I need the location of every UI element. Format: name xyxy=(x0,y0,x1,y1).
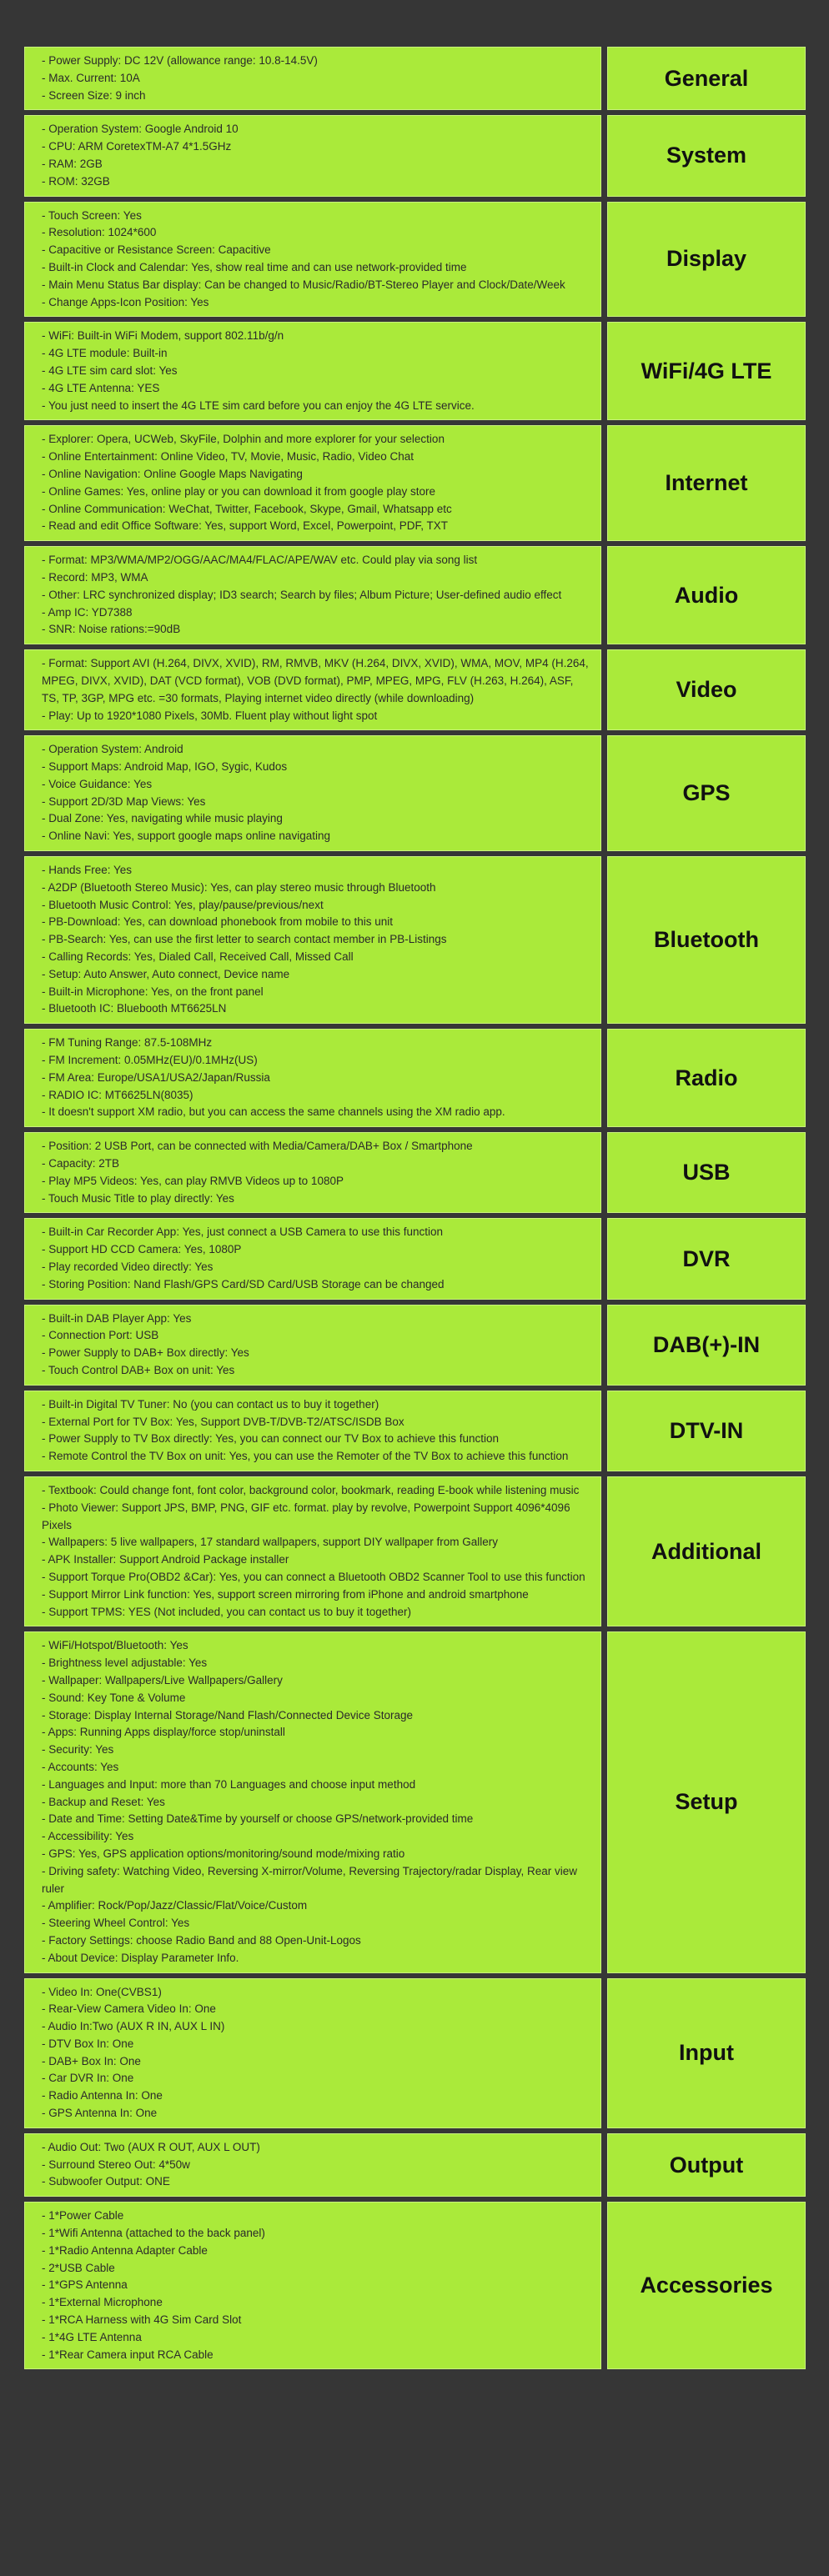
spec-category-label: USB xyxy=(607,1132,806,1213)
spec-section-wifi-4g-lte xyxy=(24,322,806,420)
spec-line: - Read and edit Office Software: Yes, support Word, Excel, Powerpoint, PDF, TXT xyxy=(42,519,448,533)
spec-line: - Languages and Input: more than 70 Languages and choose input method xyxy=(42,1777,416,1791)
spec-line: - Calling Records: Yes, Dialed Call, Received Call, Missed Call xyxy=(42,950,354,964)
spec-line: - 1*Wifi Antenna (attached to the back panel) xyxy=(42,2227,265,2240)
spec-line: - Online Navigation: Online Google Maps Navigating xyxy=(42,467,303,480)
spec-section-additional xyxy=(24,1476,806,1626)
spec-line: - Apps: Running Apps display/force stop/uninstall xyxy=(42,1726,285,1739)
spec-line: - Driving safety: Watching Video, Reversing X-mirror/Volume, Reversing Trajectory/radar Display, Rear view ruler xyxy=(42,1864,577,1895)
spec-section-gps xyxy=(24,735,806,851)
spec-line: - Remote Control the TV Box on unit: Yes, you can use the Remoter of the TV Box to achieve this function xyxy=(42,1450,569,1463)
spec-line: - Built-in Clock and Calendar: Yes, show real time and can use network-provided time xyxy=(42,260,467,273)
spec-section-usb xyxy=(24,1132,806,1213)
spec-details xyxy=(24,1631,601,1972)
spec-category-label: Display xyxy=(607,202,806,318)
spec-line: - Operation System: Google Android 10 xyxy=(42,123,239,136)
spec-section-general xyxy=(24,47,806,110)
spec-line: - Bluetooth Music Control: Yes, play/pause/previous/next xyxy=(42,898,324,911)
spec-category-label: DVR xyxy=(607,1218,806,1299)
spec-category-label: DAB(+)-IN xyxy=(607,1305,806,1386)
spec-section-input xyxy=(24,1978,806,2128)
spec-line: - External Port for TV Box: Yes, Support DVB-T/DVB-T2/ATSC/ISDB Box xyxy=(42,1415,404,1428)
spec-line: - 1*Radio Antenna Adapter Cable xyxy=(42,2243,208,2257)
spec-line: - Date and Time: Setting Date&Time by yourself or choose GPS/network-provided time xyxy=(42,1812,474,1826)
spec-line: - Main Menu Status Bar display: Can be changed to Music/Radio/BT-Stereo Player and Clock/Date/Week xyxy=(42,278,565,291)
spec-line: - 1*Rear Camera input RCA Cable xyxy=(42,2348,214,2361)
spec-line: - Format: Support AVI (H.264, DIVX, XVID), RM, RMVB, MKV (H.264, DIVX, XVID), WMA, MOV, MP4 (H.264, MPEG, DIVX, XVID), DAT (VCD format), VOB (DVD format), PMP, MPEG, MPG, FLV (H.263, H.264), ASF, TS, TP, 3GP, MPG etc. =30 formats, Playing internet video directly (while downloading) xyxy=(42,657,589,704)
spec-details xyxy=(24,1978,601,2128)
spec-line: - Wallpapers: 5 live wallpapers, 17 standard wallpapers, support DIY wallpaper from Gallery xyxy=(42,1536,499,1549)
spec-line: - 1*RCA Harness with 4G Sim Card Slot xyxy=(42,2313,242,2327)
spec-line: - Setup: Auto Answer, Auto connect, Device name xyxy=(42,967,290,980)
spec-line: - Connection Port: USB xyxy=(42,1329,159,1342)
spec-line: - Dual Zone: Yes, navigating while music playing xyxy=(42,812,283,825)
spec-line: - GPS: Yes, GPS application options/monitoring/sound mode/mixing ratio xyxy=(42,1847,405,1860)
spec-section-system xyxy=(24,115,806,196)
spec-line: - Built-in Microphone: Yes, on the front panel xyxy=(42,985,264,998)
spec-line: - FM Tuning Range: 87.5-108MHz xyxy=(42,1036,213,1050)
spec-line: - Touch Screen: Yes xyxy=(42,208,142,222)
spec-line: - Bluetooth IC: Bluebooth MT6625LN xyxy=(42,1002,227,1015)
spec-line: - Capacitive or Resistance Screen: Capacitive xyxy=(42,243,271,257)
spec-section-accessories xyxy=(24,2202,806,2369)
spec-line: - Play: Up to 1920*1080 Pixels, 30Mb. Fluent play without light spot xyxy=(42,709,378,722)
spec-line: - Video In: One(CVBS1) xyxy=(42,1985,162,1998)
spec-details xyxy=(24,856,601,1024)
spec-table xyxy=(24,47,806,2374)
spec-category-label: Bluetooth xyxy=(607,856,806,1024)
spec-line: - 1*Power Cable xyxy=(42,2209,124,2223)
spec-line: - Resolution: 1024*600 xyxy=(42,226,157,239)
spec-line: - Wallpaper: Wallpapers/Live Wallpapers/Gallery xyxy=(42,1673,283,1686)
spec-category-label: System xyxy=(607,115,806,196)
spec-section-output xyxy=(24,2133,806,2197)
spec-category-label: Input xyxy=(607,1978,806,2128)
spec-details xyxy=(24,649,601,730)
spec-category-label: DTV-IN xyxy=(607,1391,806,1471)
spec-category-label: Additional xyxy=(607,1476,806,1626)
spec-category-label: Audio xyxy=(607,546,806,644)
spec-line: - APK Installer: Support Android Package installer xyxy=(42,1553,289,1566)
spec-line: - Touch Music Title to play directly: Yes xyxy=(42,1191,234,1205)
spec-line: - Record: MP3, WMA xyxy=(42,570,148,584)
spec-line: - WiFi/Hotspot/Bluetooth: Yes xyxy=(42,1639,188,1652)
spec-line: - Steering Wheel Control: Yes xyxy=(42,1917,190,1930)
spec-line: - Operation System: Android xyxy=(42,743,183,756)
spec-line: - Touch Control DAB+ Box on unit: Yes xyxy=(42,1364,235,1376)
spec-section-audio xyxy=(24,546,806,644)
spec-line: - Voice Guidance: Yes xyxy=(42,777,153,790)
spec-line: - 1*External Microphone xyxy=(42,2296,163,2309)
spec-section-display xyxy=(24,202,806,318)
spec-line: - 1*4G LTE Antenna xyxy=(42,2330,142,2343)
spec-details xyxy=(24,1029,601,1127)
spec-line: - Power Supply to DAB+ Box directly: Yes xyxy=(42,1346,249,1360)
spec-line: - Online Entertainment: Online Video, TV, Movie, Music, Radio, Video Chat xyxy=(42,450,414,464)
spec-details xyxy=(24,2202,601,2369)
spec-line: - Brightness level adjustable: Yes xyxy=(42,1656,208,1670)
spec-line: - You just need to insert the 4G LTE sim card before you can enjoy the 4G LTE service. xyxy=(42,398,475,412)
spec-line: - Power Supply: DC 12V (allowance range: 10.8-14.5V) xyxy=(42,54,318,67)
spec-line: - 4G LTE sim card slot: Yes xyxy=(42,363,178,377)
spec-details xyxy=(24,1132,601,1213)
spec-line: - Accounts: Yes xyxy=(42,1760,119,1773)
spec-line: - Surround Stereo Out: 4*50w xyxy=(42,2158,190,2171)
spec-line: - Radio Antenna In: One xyxy=(42,2089,163,2102)
spec-category-label: GPS xyxy=(607,735,806,851)
spec-line: - Online Games: Yes, online play or you can download it from google play store xyxy=(42,484,436,498)
spec-line: - 4G LTE Antenna: YES xyxy=(42,381,160,394)
spec-line: - Audio Out: Two (AUX R OUT, AUX L OUT) xyxy=(42,2140,260,2153)
spec-line: - Max. Current: 10A xyxy=(42,71,140,84)
spec-category-label: Setup xyxy=(607,1631,806,1972)
spec-line: - It doesn't support XM radio, but you can access the same channels using the XM radio app. xyxy=(42,1105,505,1119)
spec-details xyxy=(24,546,601,644)
spec-line: - Position: 2 USB Port, can be connected with Media/Camera/DAB+ Box / Smartphone xyxy=(42,1140,473,1153)
spec-line: - Online Communication: WeChat, Twitter, Facebook, Skype, Gmail, Whatsapp etc xyxy=(42,502,452,515)
spec-line: - A2DP (Bluetooth Stereo Music): Yes, can play stereo music through Bluetooth xyxy=(42,880,436,894)
spec-details xyxy=(24,2133,601,2197)
spec-details xyxy=(24,322,601,420)
spec-category-label: Accessories xyxy=(607,2202,806,2369)
spec-details xyxy=(24,425,601,541)
spec-section-radio xyxy=(24,1029,806,1127)
spec-line: - Photo Viewer: Support JPS, BMP, PNG, GIF etc. format. play by revolve, Powerpoint Support 4096*4096 Pixels xyxy=(42,1501,570,1531)
spec-line: - FM Area: Europe/USA1/USA2/Japan/Russia xyxy=(42,1070,270,1084)
spec-line: - GPS Antenna In: One xyxy=(42,2107,158,2120)
spec-line: - Support TPMS: YES (Not included, you can contact us to buy it together) xyxy=(42,1605,411,1618)
spec-section-setup xyxy=(24,1631,806,1972)
spec-details xyxy=(24,1305,601,1386)
spec-section-bluetooth xyxy=(24,856,806,1024)
spec-details xyxy=(24,1476,601,1626)
spec-line: - Car DVR In: One xyxy=(42,2072,134,2085)
spec-line: - Built-in DAB Player App: Yes xyxy=(42,1311,192,1325)
spec-category-label: Radio xyxy=(607,1029,806,1127)
spec-line: - Backup and Reset: Yes xyxy=(42,1795,165,1808)
spec-line: - Online Navi: Yes, support google maps online navigating xyxy=(42,829,330,843)
spec-line: - PB-Search: Yes, can use the first letter to search contact member in PB-Listings xyxy=(42,933,447,946)
spec-line: - Amplifier: Rock/Pop/Jazz/Classic/Flat/Voice/Custom xyxy=(42,1899,308,1912)
spec-details xyxy=(24,202,601,318)
spec-line: - Subwoofer Output: ONE xyxy=(42,2175,170,2188)
spec-line: - RADIO IC: MT6625LN(8035) xyxy=(42,1088,193,1101)
spec-line: - Storage: Display Internal Storage/Nand Flash/Connected Device Storage xyxy=(42,1708,413,1722)
spec-line: - Rear-View Camera Video In: One xyxy=(42,2002,216,2016)
spec-category-label: Output xyxy=(607,2133,806,2197)
spec-section-internet xyxy=(24,425,806,541)
spec-line: - Format: MP3/WMA/MP2/OGG/AAC/MA4/FLAC/APE/WAV etc. Could play via song list xyxy=(42,554,478,567)
spec-line: - DAB+ Box In: One xyxy=(42,2054,141,2067)
spec-line: - 1*GPS Antenna xyxy=(42,2278,128,2292)
spec-line: - RAM: 2GB xyxy=(42,157,103,170)
spec-line: - Built-in Digital TV Tuner: No (you can contact us to buy it together) xyxy=(42,1397,379,1411)
spec-details xyxy=(24,1391,601,1471)
spec-line: - Play MP5 Videos: Yes, can play RMVB Videos up to 1080P xyxy=(42,1174,344,1187)
spec-line: - WiFi: Built-in WiFi Modem, support 802.11b/g/n xyxy=(42,329,284,343)
spec-line: - SNR: Noise rations:=90dB xyxy=(42,623,181,636)
spec-line: - Support Maps: Android Map, IGO, Sygic, Kudos xyxy=(42,760,288,774)
spec-line: - Amp IC: YD7388 xyxy=(42,605,133,619)
spec-line: - Support HD CCD Camera: Yes, 1080P xyxy=(42,1243,242,1256)
spec-line: - Accessibility: Yes xyxy=(42,1830,134,1843)
spec-line: - Storing Position: Nand Flash/GPS Card/SD Card/USB Storage can be changed xyxy=(42,1277,445,1291)
spec-details xyxy=(24,47,601,110)
spec-line: - DTV Box In: One xyxy=(42,2037,134,2050)
spec-line: - Textbook: Could change font, font color, background color, bookmark, reading E-book while listening music xyxy=(42,1483,580,1496)
spec-line: - Screen Size: 9 inch xyxy=(42,88,146,102)
spec-line: - ROM: 32GB xyxy=(42,174,110,188)
spec-details xyxy=(24,1218,601,1299)
spec-line: - Change Apps-Icon Position: Yes xyxy=(42,295,209,308)
spec-line: - FM Increment: 0.05MHz(EU)/0.1MHz(US) xyxy=(42,1054,258,1067)
spec-details xyxy=(24,115,601,196)
spec-category-label: General xyxy=(607,47,806,110)
spec-line: - About Device: Display Parameter Info. xyxy=(42,1951,239,1964)
spec-category-label: WiFi/4G LTE xyxy=(607,322,806,420)
spec-line: - Hands Free: Yes xyxy=(42,864,133,877)
spec-line: - Other: LRC synchronized display; ID3 search; Search by files; Album Picture; User-defined audio effect xyxy=(42,588,562,601)
spec-category-label: Internet xyxy=(607,425,806,541)
spec-line: - CPU: ARM CoretexTM-A7 4*1.5GHz xyxy=(42,140,232,153)
spec-line: - Support Mirror Link function: Yes, support screen mirroring from iPhone and android smartphone xyxy=(42,1587,529,1601)
spec-line: - Play recorded Video directly: Yes xyxy=(42,1260,214,1274)
spec-line: - Built-in Car Recorder App: Yes, just connect a USB Camera to use this function xyxy=(42,1225,443,1239)
spec-line: - PB-Download: Yes, can download phonebook from mobile to this unit xyxy=(42,915,394,929)
spec-line: - Support 2D/3D Map Views: Yes xyxy=(42,794,206,808)
spec-category-label: Video xyxy=(607,649,806,730)
spec-section-dtv-in xyxy=(24,1391,806,1471)
spec-line: - Factory Settings: choose Radio Band and 88 Open-Unit-Logos xyxy=(42,1933,361,1947)
spec-section-video xyxy=(24,649,806,730)
spec-details xyxy=(24,735,601,851)
spec-line: - Audio In:Two (AUX R IN, AUX L IN) xyxy=(42,2020,225,2033)
spec-line: - Security: Yes xyxy=(42,1743,114,1757)
spec-line: - Capacity: 2TB xyxy=(42,1157,120,1170)
spec-line: - Power Supply to TV Box directly: Yes, you can connect our TV Box to achieve this function xyxy=(42,1432,500,1446)
spec-line: - Explorer: Opera, UCWeb, SkyFile, Dolphin and more explorer for your selection xyxy=(42,433,445,446)
spec-line: - 4G LTE module: Built-in xyxy=(42,347,168,360)
spec-line: - 2*USB Cable xyxy=(42,2261,115,2274)
spec-line: - Support Torque Pro(OBD2 &Car): Yes, you can connect a Bluetooth OBD2 Scanner Tool to use this function xyxy=(42,1570,585,1583)
spec-section-dvr xyxy=(24,1218,806,1299)
spec-section-dab-in xyxy=(24,1305,806,1386)
spec-line: - Sound: Key Tone & Volume xyxy=(42,1691,186,1704)
